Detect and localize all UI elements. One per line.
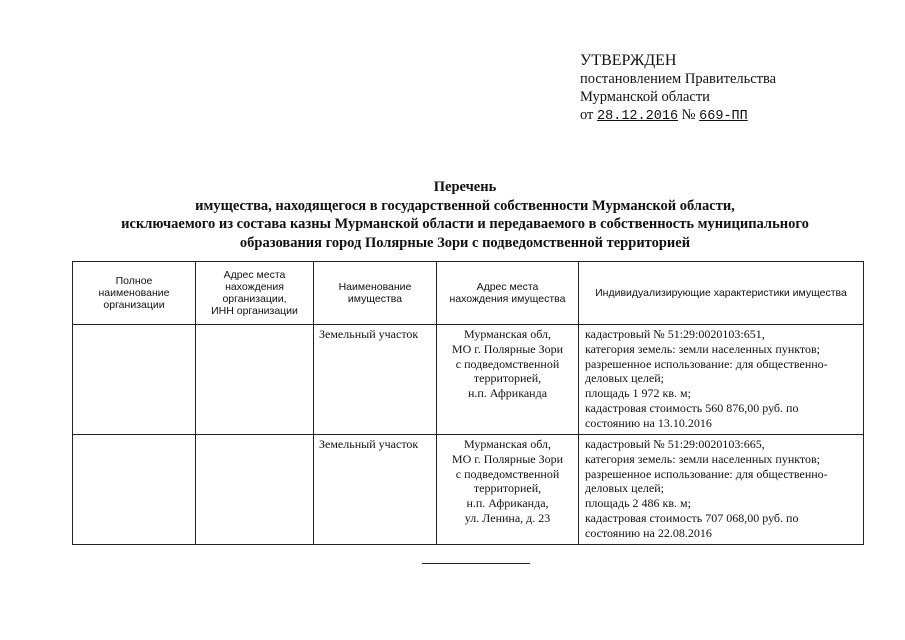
text-line: имущества [347,293,403,305]
text-line: Адрес места [223,269,286,281]
cell-property-address [437,435,579,545]
heading-line-4: образования город Полярные Зори с подведомственной территорией [239,234,691,251]
text-line: организации [103,299,165,311]
text-line: площадь 1 972 кв. м; [585,386,691,401]
text-line: н.п. Африканда [467,386,548,401]
table-row [73,435,864,545]
text-line: нахождения [225,281,284,293]
cell-property-address [437,325,579,435]
approval-stamp [580,52,776,126]
bottom-divider [422,563,530,564]
text-line: территорией, [473,481,542,496]
cell-characteristics [579,435,864,545]
approval-line-1: постановлением Правительства [580,71,777,87]
approval-number: 669-ПП [699,109,748,124]
text-line: категория земель: земли населенных пунктов; [585,451,821,466]
text-line: состоянию на 13.10.2016 [585,415,712,430]
text-line: категория земель: земли населенных пунктов; [585,341,821,356]
approval-title: УТВЕРЖДЕН [580,52,677,69]
text-line: Полное [115,275,153,287]
document-heading [70,178,860,252]
text-line: ул. Ленина, д. 23 [464,510,551,525]
approval-date: 28.12.2016 [597,109,679,124]
text-line: Наименование [338,281,412,293]
cell-org-address [196,435,314,545]
header-property-address [437,262,579,325]
text-line: н.п. Африканда, [466,496,549,511]
table-header-row [73,262,864,325]
table-row [73,325,864,435]
approval-date-line [580,106,776,126]
heading-line-2: имущества, находящегося в государственной собственности Мурманской области, [195,197,735,214]
text-line: кадастровая стоимость 707 068,00 руб. по [585,510,799,525]
cell-property-name: Земельный участок [314,435,437,545]
header-org-name [73,262,196,325]
header-property-name [314,262,437,325]
text-line: нахождения имущества [449,293,566,305]
property-table [72,261,864,545]
text-line: состоянию на 22.08.2016 [585,525,712,540]
text-line: Мурманская обл, [463,437,552,451]
cell-org-address [196,325,314,435]
text-line: организации, [222,293,287,305]
cell-org-name [73,435,196,545]
text-line: кадастровый № 51:29:0020103:665, [585,437,765,451]
text-line: Индивидуализирующие характеристики имущества [595,287,847,299]
text-line: наименование [98,287,170,299]
text-line: Мурманская обл, [463,327,552,341]
text-line: территорией, [473,371,542,386]
text-line: площадь 2 486 кв. м; [585,496,691,511]
text-line: Адрес места [476,281,539,293]
header-org-address [196,262,314,325]
text-line: разрешенное использование: для общественно- [585,466,828,481]
text-line: с подведомственной [455,466,560,481]
text-line: МО г. Полярные Зори [451,451,564,466]
text-line: ИНН организации [211,305,298,317]
text-line: с подведомственной [455,356,560,371]
cell-characteristics [579,325,864,435]
approval-number-sign: № [681,107,696,123]
text-line: кадастровая стоимость 560 876,00 руб. по [585,400,799,415]
text-line: деловых целей; [585,481,664,496]
text-line: деловых целей; [585,371,664,386]
header-characteristics [579,262,864,325]
text-line: МО г. Полярные Зори [451,341,564,356]
heading-line-1: Перечень [433,179,497,195]
text-line: кадастровый № 51:29:0020103:651, [585,327,765,341]
approval-from: от [580,107,594,123]
cell-org-name [73,325,196,435]
cell-property-name: Земельный участок [314,325,437,435]
text-line: разрешенное использование: для общественно- [585,356,828,371]
heading-line-3: исключаемого из состава казны Мурманской области и передаваемого в собственность муниципального [121,216,809,232]
approval-line-2: Мурманской области [580,89,710,105]
